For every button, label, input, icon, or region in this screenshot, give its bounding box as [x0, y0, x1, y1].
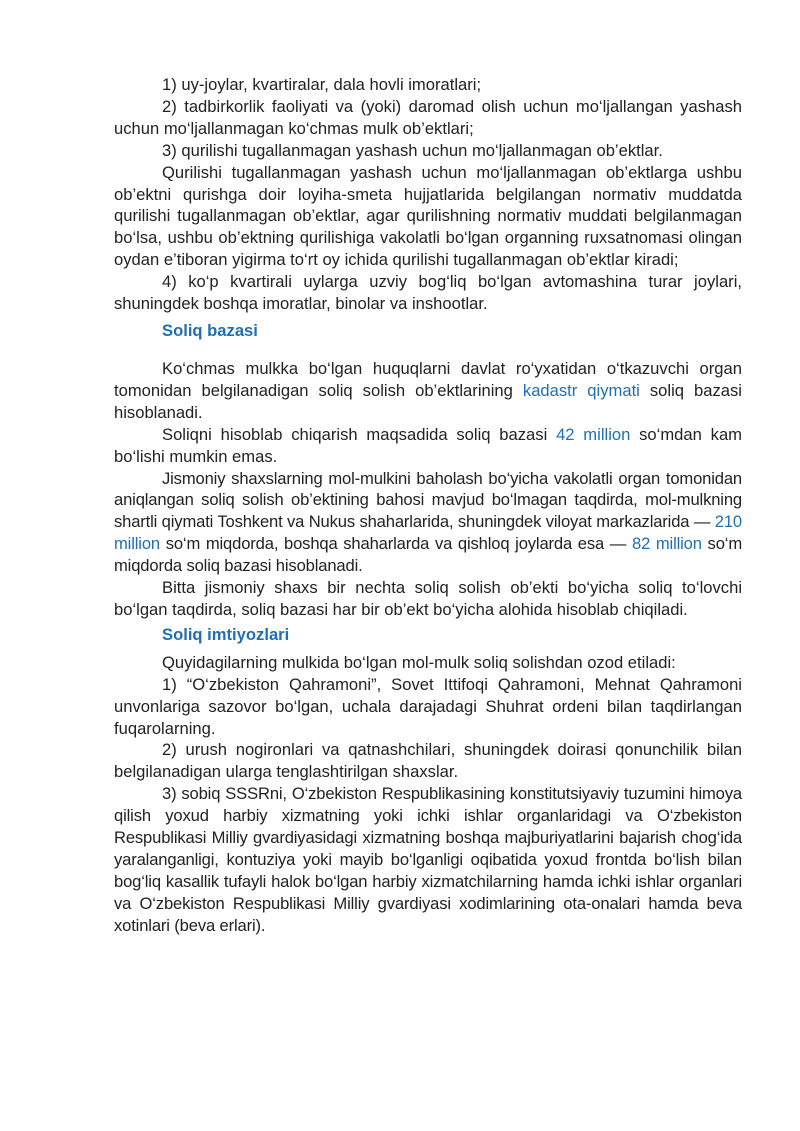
benefits-item-2: 2) urush nogironlari va qatnashchilari, shuningdek doirasi qonunchilik bilan belgilanadigan ularga tenglashtirilgan shaxslar.: [114, 740, 742, 782]
list-item-3: 3) qurilishi tugallanmagan yashash uchun mo‘ljallanmagan ob’ektlar.: [162, 140, 663, 160]
section-heading-tax-benefits: Soliq imtiyozlari: [162, 624, 290, 644]
text-span: so‘m miqdorda, boshqa shaharlarda va qishloq joylarda esa —: [159, 534, 632, 554]
benefits-intro: Quyidagilarning mulkida bo‘lgan mol-mulk soliq solishdan ozod etiladi:: [162, 652, 676, 672]
section-heading-tax-base: Soliq bazasi: [162, 320, 258, 340]
amount-210-million-link[interactable]: 210 million: [114, 512, 742, 554]
text-span: Ko‘chmas mulkka bo‘lgan huquqlarni davlat ro‘yxatidan o‘tkazuvchi organ tomonidan belgilanadigan soliq solish ob’ektlarining: [114, 358, 742, 400]
amount-82-million-link[interactable]: 82 million: [631, 534, 702, 554]
unfinished-objects-paragraph: Qurilishi tugallanmagan yashash uchun mo‘ljallanmagan ob’ektlarga ushbu ob’ektni qurishga doir loyiha-smeta hujjatlarida belgilangan normativ muddatda qurilishi tugallanmagan ob’ektlar, agar qurilishning normativ muddati belgilanmagan bo‘lsa, ushbu ob’ektning qurilishiga vakolatli bo‘lgan organning ruxsatnomasi olingan oydan e’tiboran yigirma to‘rt oy ichida qurilishi tugallanmagan ob’ektlar kiradi;: [114, 162, 742, 270]
text-span: so‘mdan kam bo‘lishi mumkin emas.: [114, 424, 742, 466]
tax-base-paragraph-2: [114, 424, 742, 468]
benefits-item-3: 3) sobiq SSSRni, O‘zbekiston Respublikasining konstitutsiyaviy tuzumini himoya qilish yoxud harbiy xizmatning yoki ichki ishlar organlaridagi va O‘zbekiston Respublikasi Milliy gvardiyasidagi xizmatning boshqa majburiyatlarini bajarish chog‘ida yaralanganligi, kontuziya yoki mayib bo‘lganligi oqibatida yoxud frontda bo‘lish bilan bog‘liq kasallik tufayli halok bo‘lgan harbiy xizmatchilarning hamda ichki ishlar organlari va O‘zbekiston Respublikasi Milliy gvardiyasi xodimlarining ota-onalari hamda beva xotinlari (beva erlari).: [114, 784, 742, 935]
document-page: [114, 74, 742, 937]
text-span: Soliqni hisoblab chiqarish maqsadida soliq bazasi: [162, 424, 557, 444]
list-item-4: 4) ko‘p kvartirali uylarga uzviy bog‘liq bo‘lgan avtomashina turar joylari, shuningdek boshqa imoratlar, binolar va inshootlar.: [114, 272, 742, 314]
benefits-item-1: 1) “O‘zbekiston Qahramoni”, Sovet Ittifoqi Qahramoni, Mehnat Qahramoni unvonlariga sazovor bo‘lgan, uchala darajadagi Shuhrat ordeni bilan taqdirlangan fuqarolarning.: [114, 674, 742, 738]
text-span: soliq bazasi hisoblanadi.: [114, 380, 742, 422]
tax-base-paragraph-4: Bitta jismoniy shaxs bir nechta soliq solish ob’ekti bo‘yicha soliq to‘lovchi bo‘lgan taqdirda, soliq bazasi har bir ob’ekt bo‘yicha alohida hisoblab chiqiladi.: [114, 578, 742, 619]
tax-base-paragraph-3: [114, 468, 742, 578]
amount-42-million-link[interactable]: 42 million: [556, 424, 631, 444]
text-span: Jismoniy shaxslarning mol-mulkini baholash bo‘yicha vakolatli organ tomonidan aniqlangan soliq solish ob’ektining bahosi mavjud bo‘lmagan taqdirda, mol-mulkning shartli qiymati Toshkent va Nukus shaharlarida, shuningdek viloyat markazlarida —: [114, 468, 742, 532]
list-item-2: 2) tadbirkorlik faoliyati va (yoki) daromad olish uchun mo‘ljallangan yashash uchun mo‘ljallanmagan ko‘chmas mulk ob’ektlari;: [114, 96, 742, 138]
cadastral-value-link[interactable]: kadastr qiymati: [522, 380, 640, 400]
tax-base-paragraph-1: [114, 358, 742, 424]
text-span: so‘m miqdorda soliq bazasi hisoblanadi.: [114, 534, 742, 576]
list-item-1: 1) uy-joylar, kvartiralar, dala hovli imoratlari;: [162, 75, 482, 94]
